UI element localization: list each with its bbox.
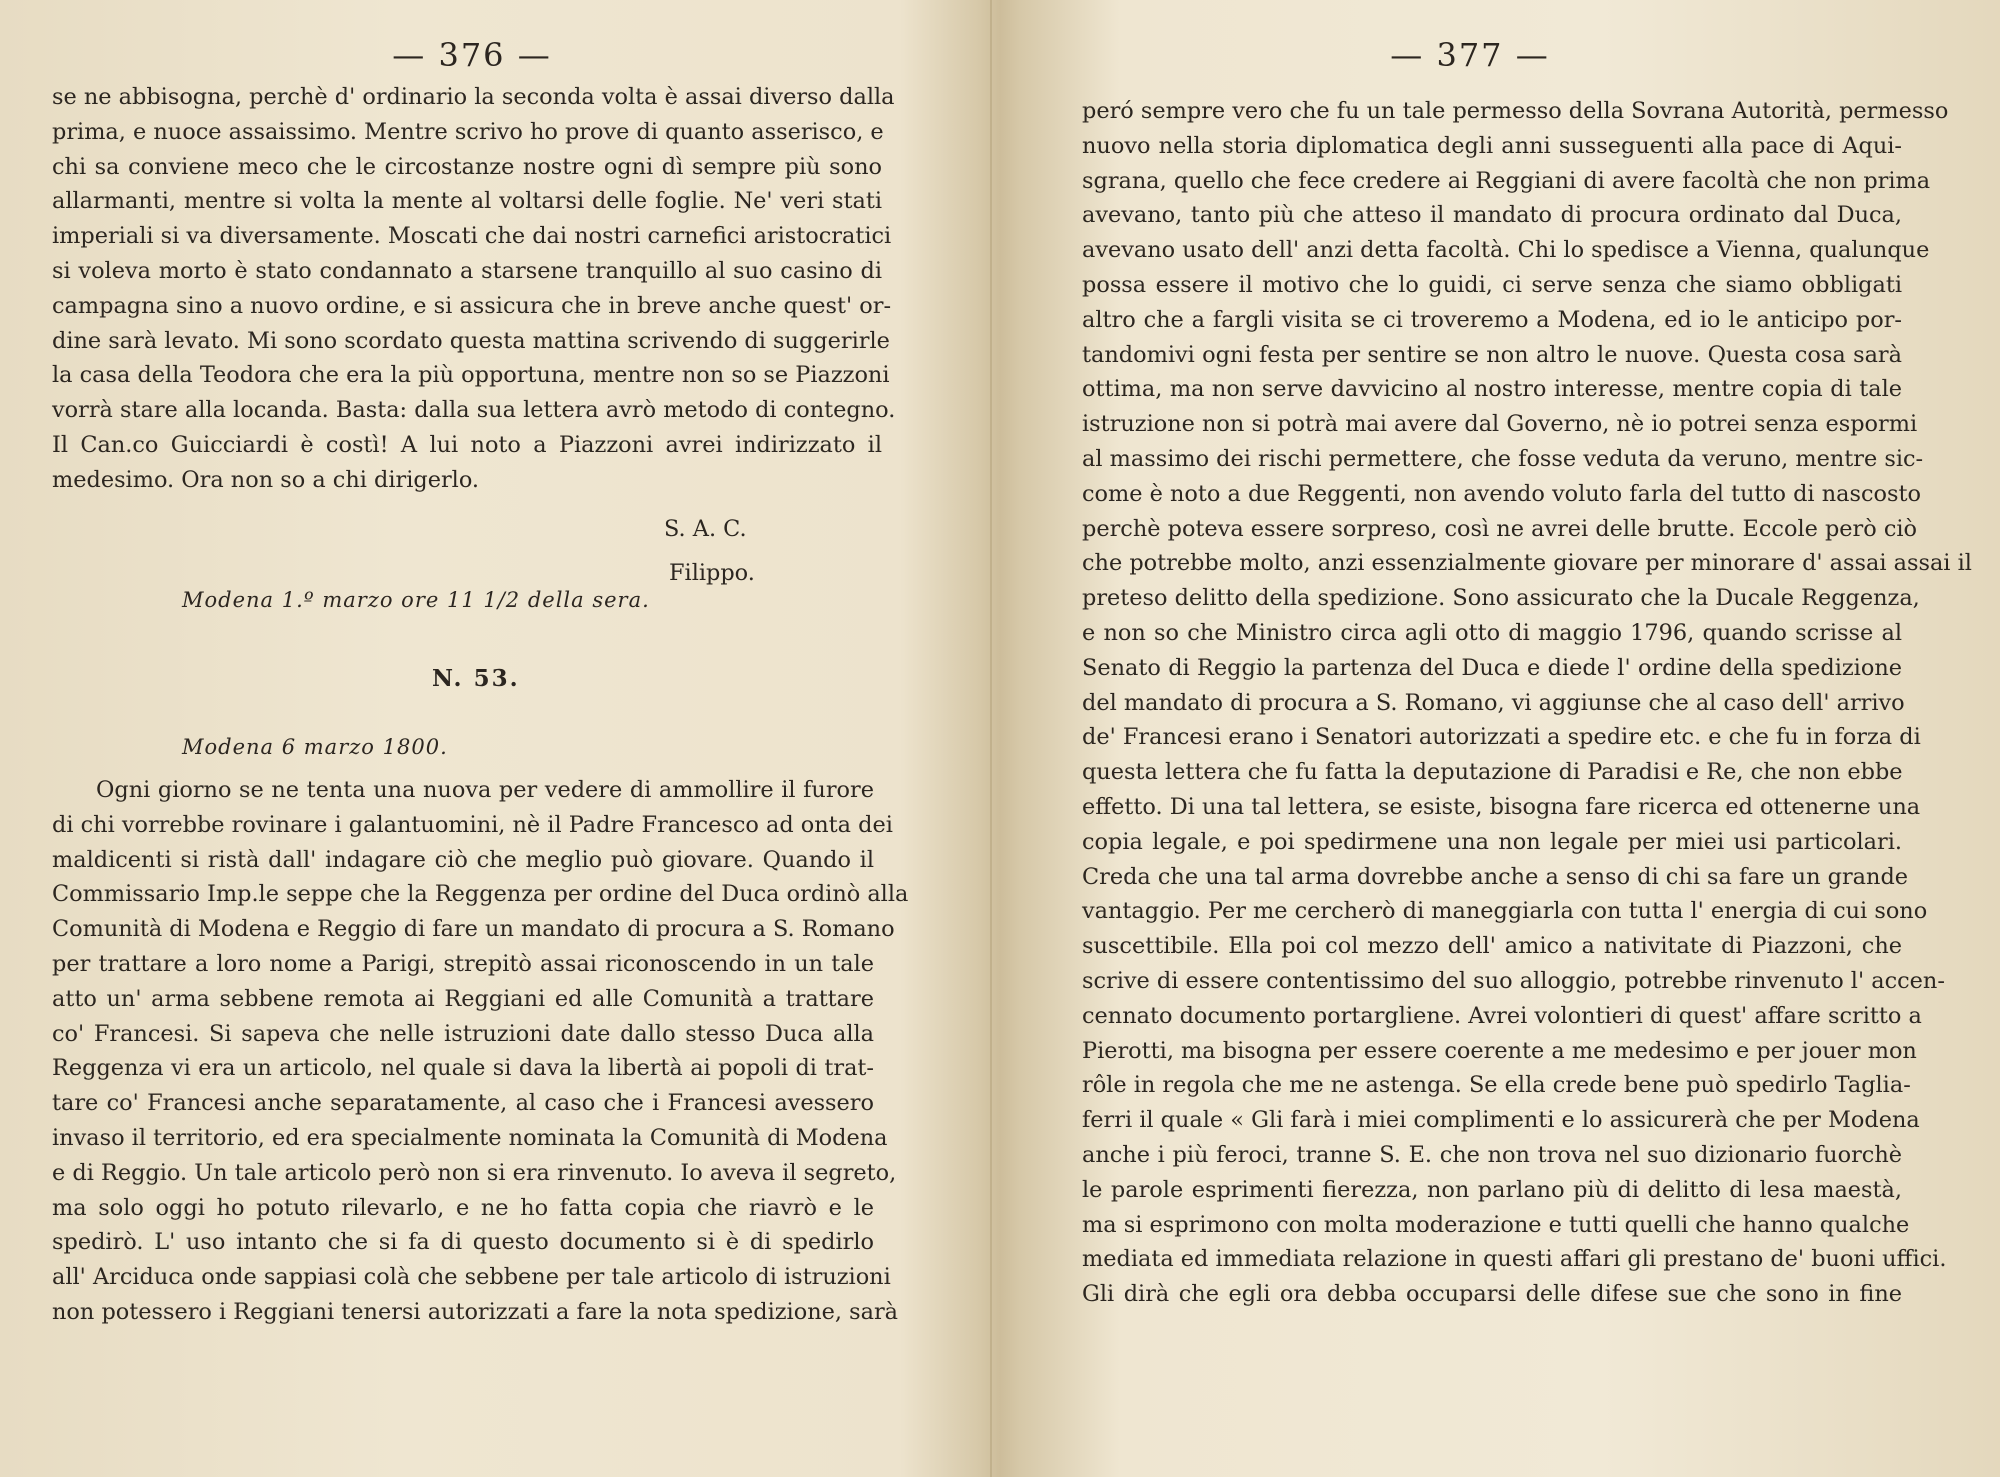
text-line: ma si esprimono con molta moderazione e tutti quelli che hanno qualche (1082, 1211, 1910, 1238)
text-line: questa lettera che fu fatta la deputazione di Paradisi e Re, che non ebbe (1082, 759, 1903, 786)
text-line: Senato di Reggio la partenza del Duca e diede l' ordine della spedizione (1082, 654, 1902, 681)
text-line: possa essere il motivo che lo guidi, ci serve senza che siamo obbligati (1082, 271, 1902, 298)
text-line: cennato documento portargliene. Avrei volontieri di quest' affare scritto a (1082, 1002, 1922, 1029)
text-line: scrive di essere contentissimo del suo alloggio, potrebbe rinvenuto l' accen- (1082, 967, 1945, 994)
text-line: peró sempre vero che fu un tale permesso della Sovrana Autorità, permesso (1082, 98, 1949, 124)
text-line: vorrà stare alla locanda. Basta: dalla sua lettera avrò metodo di contegno. (52, 397, 896, 424)
text-line: rôle in regola che me ne astenga. Se ella crede bene può spedirlo Taglia- (1082, 1072, 1911, 1099)
text-line: nuovo nella storia diplomatica degli anni susseguenti alla pace di Aqui- (1082, 132, 1902, 159)
page-number-right: — 377 — (1390, 36, 1550, 74)
text-line: Reggenza vi era un articolo, nel quale si dava la libertà ai popoli di trat- (52, 1055, 874, 1082)
text-line: si voleva morto è stato condannato a starsene tranquillo al suo casino di (52, 257, 882, 284)
text-line: Creda che una tal arma dovrebbe anche a senso di chi sa fare un grande (1082, 863, 1909, 890)
text-line: preteso delitto della spedizione. Sono assicurato che la Ducale Reggenza, (1082, 585, 1920, 612)
right-paragraph (1082, 94, 1972, 1312)
text-line: Ogni giorno se ne tenta una nuova per vedere di ammollire il furore (96, 777, 874, 803)
text-line: dine sarà levato. Mi sono scordato questa mattina scrivendo di suggerirle (52, 327, 890, 354)
book-gutter (990, 0, 992, 1477)
text-line: per trattare a loro nome a Parigi, strepitò assai riconoscendo in un tale (52, 950, 874, 977)
text-line: anche i più feroci, tranne S. E. che non trova nel suo dizionario fuorchè (1082, 1141, 1902, 1168)
text-line: invaso il territorio, ed era specialmente nominata la Comunità di Modena (52, 1124, 888, 1151)
text-line: e di Reggio. Un tale articolo però non si era rinvenuto. Io aveva il segreto, (52, 1159, 897, 1186)
left-paragraph-2 (52, 773, 909, 1330)
text-line: all' Arciduca onde sappiasi colà che sebbene per tale articolo di istruzioni (52, 1264, 891, 1291)
text-line: che potrebbe molto, anzi essenzialmente giovare per minorare d' assai assai il (1082, 550, 1972, 577)
text-line: tare co' Francesi anche separatamente, al caso che i Francesi avessero (52, 1090, 874, 1117)
text-line: sgrana, quello che fece credere ai Reggiani di avere facoltà che non prima (1082, 167, 1931, 194)
text-line: se ne abbisogna, perchè d' ordinario la seconda volta è assai diverso dalla (52, 84, 895, 110)
text-line: altro che a fargli visita se ci troveremo a Modena, ed io le anticipo por- (1082, 306, 1902, 333)
text-line: medesimo. Ora non so a chi dirigerlo. (52, 466, 480, 493)
left-paragraph-1 (52, 80, 896, 498)
text-line: ottima, ma non serve davvicino al nostro interesse, mentre copia di tale (1082, 376, 1902, 403)
text-line: ma solo oggi ho potuto rilevarlo, e ne ho fatta copia che riavrò e le (52, 1194, 874, 1221)
text-line: vantaggio. Per me cercherò di maneggiarla con tutta l' energia di cui sono (1082, 898, 1928, 925)
text-line: ferri il quale « Gli farà i miei complimenti e lo assicurerà che per Modena (1082, 1107, 1920, 1134)
text-line: al massimo dei rischi permettere, che fosse veduta da veruno, mentre sic- (1082, 445, 1924, 472)
text-line: Il Can.co Guicciardi è costì! A lui noto a Piazzoni avrei indirizzato il (52, 431, 882, 458)
text-line: perchè poteva essere sorpreso, così ne avrei delle brutte. Eccole però ciò (1082, 515, 1918, 542)
text-line: tandomivi ogni festa per sentire se non altro le nuove. Questa cosa sarà (1082, 341, 1902, 368)
text-line: non potessero i Reggiani tenersi autorizzati a fare la nota spedizione, sarà (52, 1298, 898, 1325)
text-line: Comunità di Modena e Reggio di fare un mandato di procura a S. Romano (52, 916, 895, 943)
text-line: chi sa conviene meco che le circostanze nostre ogni dì sempre più sono (52, 153, 882, 180)
text-line: imperiali si va diversamente. Moscati che dai nostri carnefici aristocratici (52, 223, 892, 250)
text-line: atto un' arma sebbene remota ai Reggiani ed alle Comunità a trattare (52, 985, 874, 1012)
text-line: come è noto a due Reggenti, non avendo voluto farla del tutto di nascosto (1082, 480, 1921, 507)
text-line: effetto. Di una tal lettera, se esiste, bisogna fare ricerca ed ottenerne una (1082, 793, 1921, 820)
text-line: mediata ed immediata relazione in questi affari gli prestano de' buoni uffici. (1082, 1246, 1947, 1273)
text-line: spedirò. L' uso intanto che si fa di questo documento si è di spedirlo (52, 1229, 874, 1256)
closing-dateline: Modena 1.º marzo ore 11 1/2 della sera. (182, 588, 650, 612)
text-line: Gli dirà che egli ora debba occuparsi delle difese sue che sono in fine (1082, 1281, 1902, 1308)
left-page (52, 0, 909, 1477)
right-page (1075, 0, 1972, 1477)
letter-dateline: Modena 6 marzo 1800. (182, 735, 448, 759)
text-line: avevano, tanto più che atteso il mandato di procura ordinato dal Duca, (1082, 202, 1902, 229)
text-line: maldicenti si ristà dall' indagare ciò che meglio può giovare. Quando il (52, 846, 874, 873)
text-line: le parole esprimenti fierezza, non parlano più di delitto di lesa maestà, (1082, 1176, 1902, 1203)
text-line: prima, e nuoce assaissimo. Mentre scrivo ho prove di quanto asserisco, e (52, 118, 884, 145)
text-line: la casa della Teodora che era la più opportuna, mentre non so se Piazzoni (52, 362, 890, 389)
text-line: avevano usato dell' anzi detta facoltà. Chi lo spedisce a Vienna, qualunque (1082, 237, 1930, 264)
text-line: di chi vorrebbe rovinare i galantuomini, nè il Padre Francesco ad onta dei (52, 811, 893, 838)
signature-name: Filippo. (669, 560, 755, 586)
text-line: de' Francesi erano i Senatori autorizzati a spedire etc. e che fu in forza di (1082, 724, 1921, 751)
text-line: copia legale, e poi spedirmene una non legale per miei usi particolari. (1082, 828, 1902, 855)
text-line: e non so che Ministro circa agli otto di maggio 1796, quando scrisse al (1082, 619, 1902, 646)
letter-number-heading: N. 53. (432, 665, 520, 692)
text-line: istruzione non si potrà mai avere dal Governo, nè io potrei senza espormi (1082, 411, 1918, 438)
page-number-left: — 376 — (392, 36, 552, 74)
signature-initials: S. A. C. (664, 516, 747, 542)
text-line: Commissario Imp.le seppe che la Reggenza per ordine del Duca ordinò alla (52, 881, 909, 908)
text-line: allarmanti, mentre si volta la mente al voltarsi delle foglie. Ne' veri stati (52, 188, 882, 215)
text-line: co' Francesi. Si sapeva che nelle istruzioni date dallo stesso Duca alla (52, 1020, 874, 1047)
text-line: del mandato di procura a S. Romano, vi aggiunse che al caso dell' arrivo (1082, 689, 1905, 716)
text-line: suscettibile. Ella poi col mezzo dell' amico a nativitate di Piazzoni, che (1082, 933, 1902, 960)
text-line: campagna sino a nuovo ordine, e si assicura che in breve anche quest' or- (52, 292, 892, 319)
text-line: Pierotti, ma bisogna per essere coerente a me medesimo e per jouer mon (1082, 1037, 1917, 1064)
